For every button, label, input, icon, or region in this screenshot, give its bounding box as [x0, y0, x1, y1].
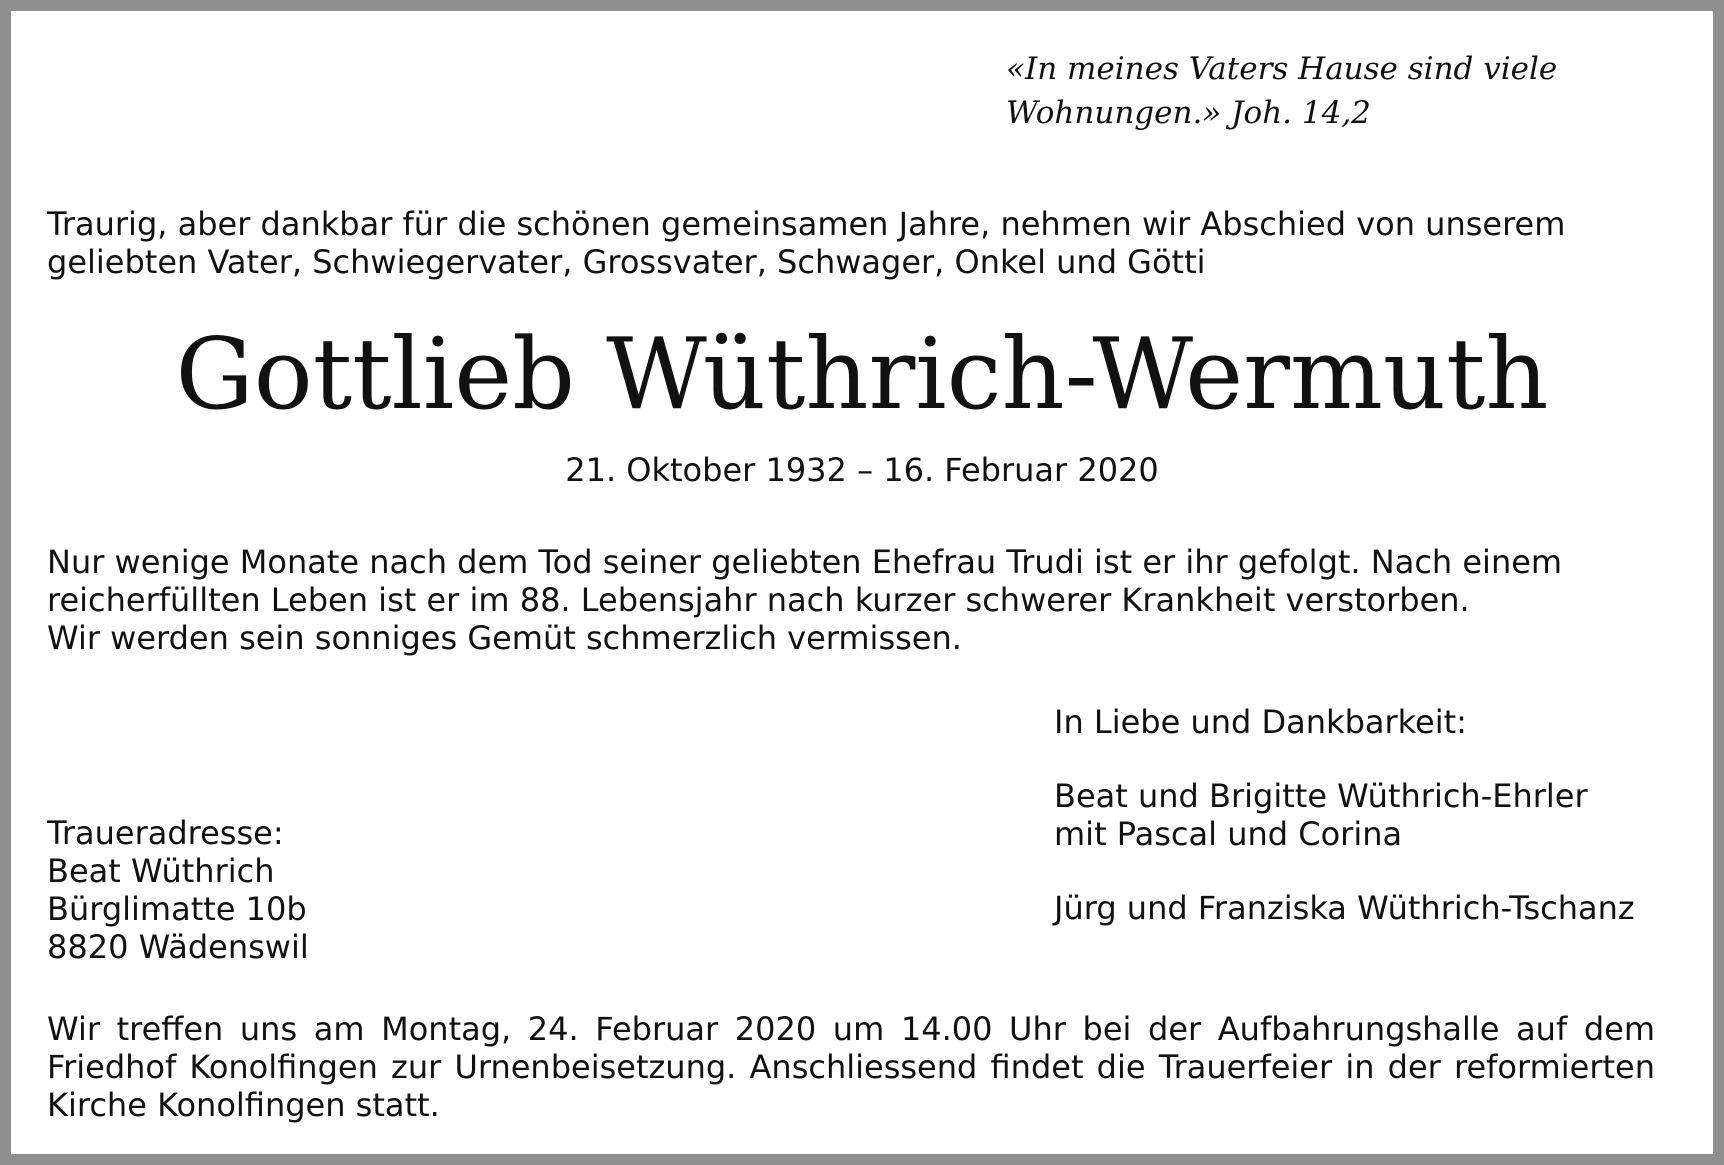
deceased-name: Gottlieb Wüthrich-Wermuth [175, 318, 1549, 432]
address-label: Traueradresse: [47, 814, 284, 852]
spacer [1054, 741, 1694, 777]
address-city: 8820 Wädenswil [47, 928, 309, 966]
body-text [47, 543, 1677, 657]
address-name: Beat Wüthrich [47, 852, 275, 890]
family-entry: Beat und Brigitte Wüthrich-Ehrler [1054, 777, 1588, 815]
bible-quote [1006, 47, 1656, 135]
family-entry: Jürg und Franziska Wüthrich-Tschanz [1054, 889, 1635, 927]
life-dates: 21. Oktober 1932 – 16. Februar 2020 [565, 451, 1159, 489]
signoff-heading: In Liebe und Dankbarkeit: [1054, 703, 1467, 741]
obituary-page [11, 11, 1713, 1154]
intro-line: geliebten Vater, Schwiegervater, Grossvater, Schwager, Onkel und Götti [47, 243, 1206, 281]
funeral-details [47, 1010, 1655, 1124]
address-street: Bürglimatte 10b [47, 890, 307, 928]
intro-line: Traurig, aber dankbar für die schönen gemeinsamen Jahre, nehmen wir Abschied von unserem [47, 205, 1566, 243]
family-entry: mit Pascal und Corina [1054, 815, 1403, 853]
body-line: reicherfüllten Leben ist er im 88. Lebensjahr nach kurzer schwerer Krankheit verstorben. [47, 581, 1470, 619]
funeral-line: Wir treffen uns am Montag, 24. Februar 2020 um 14.00 Uhr bei der Aufbahrungshalle auf dem [47, 1010, 1655, 1048]
family-signoff [1054, 703, 1694, 927]
spacer [1054, 853, 1694, 889]
body-line: Wir werden sein sonniges Gemüt schmerzlich vermissen. [47, 619, 962, 657]
body-line: Nur wenige Monate nach dem Tod seiner geliebten Ehefrau Trudi ist er ihr gefolgt. Nach einem [47, 543, 1563, 581]
intro-text [47, 205, 1677, 281]
bible-quote-line: «In meines Vaters Hause sind viele [1006, 51, 1558, 87]
mourning-address [47, 814, 647, 966]
bible-quote-line: Wohnungen.» Joh. 14,2 [1006, 95, 1371, 131]
funeral-line: Friedhof Konolfingen zur Urnenbeisetzung. Anschliessend findet die Trauerfeier in der reformierten [47, 1048, 1655, 1086]
funeral-line: Kirche Konolfingen statt. [47, 1086, 440, 1124]
